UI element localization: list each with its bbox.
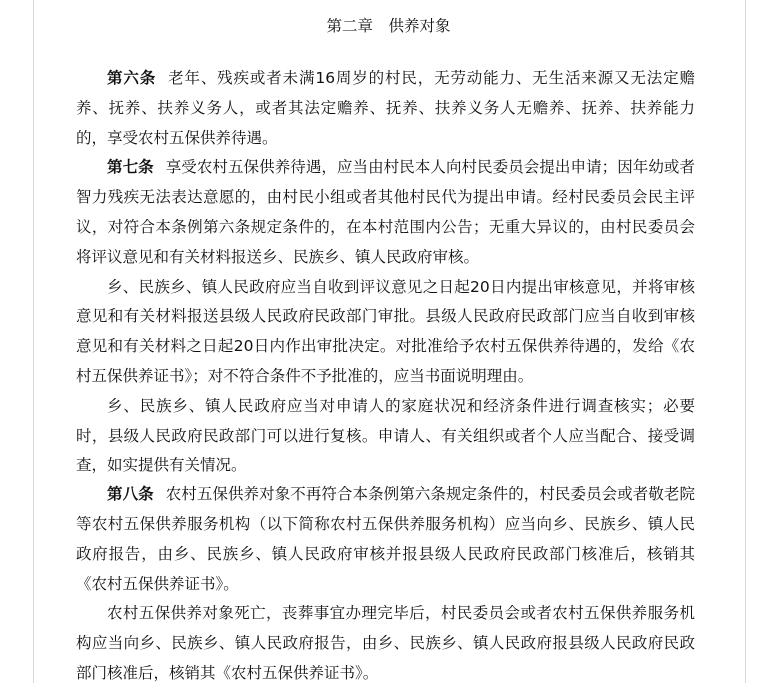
article-7-text: 享受农村五保供养待遇，应当由村民本人向村民委员会提出申请；因年幼或者智力残疾无法表达意愿的，由村民小组或者其他村民代为提出申请。经村民委员会民主评议，对符合本条例第六条规定条件的，在本村范围内公告；无重大异议的，由村民委员会将评议意见和有关材料报送乡、民族乡、镇人民政府审核。 (76, 158, 695, 266)
page-left-edge (33, 0, 34, 683)
document-body (76, 64, 695, 689)
article-7-text-3: 乡、民族乡、镇人民政府应当对申请人的家庭状况和经济条件进行调查核实；必要时，县级人民政府民政部门可以进行复核。申请人、有关组织或者个人应当配合、接受调查，如实提供有关情况。 (76, 396, 695, 475)
article-8-paragraph-2 (76, 599, 695, 688)
article-8-label: 第八条 (107, 485, 154, 504)
article-7-text-2: 乡、民族乡、镇人民政府应当自收到评议意见之日起20日内提出审核意见，并将审核意见和有关材料报送县级人民政府民政部门审批。县级人民政府民政部门应当自收到审核意见和有关材料之日起20日内作出审批决定。对批准给予农村五保供养待遇的，发给《农村五保供养证书》；对不符合条件不予批准的，应当书面说明理由。 (76, 277, 695, 385)
article-7-label: 第七条 (107, 158, 154, 177)
chapter-title: 第二章 供养对象 (326, 17, 451, 35)
article-7-paragraph-2 (76, 273, 695, 392)
article-8-text: 农村五保供养对象不再符合本条例第六条规定条件的，村民委员会或者敬老院等农村五保供养服务机构（以下简称农村五保供养服务机构）应当向乡、民族乡、镇人民政府报告，由乡、民族乡、镇人民政府审核并报县级人民政府民政部门核准后，核销其《农村五保供养证书》。 (76, 485, 695, 593)
page-right-edge (745, 0, 746, 683)
article-8-text-2: 农村五保供养对象死亡，丧葬事宜办理完毕后，村民委员会或者农村五保供养服务机构应当向乡、民族乡、镇人民政府报告，由乡、民族乡、镇人民政府报县级人民政府民政部门核准后，核销其《农村五保供养证书》。 (76, 604, 695, 682)
article-6-paragraph (76, 64, 695, 153)
article-7-paragraph (76, 153, 695, 272)
article-6-text: 老年、残疾或者未满16周岁的村民，无劳动能力、无生活来源又无法定赡养、抚养、扶养义务人，或者其法定赡养、抚养、扶养义务人无赡养、抚养、扶养能力的，享受农村五保供养待遇。 (76, 69, 695, 147)
article-7-paragraph-3 (76, 392, 695, 481)
article-6-label: 第六条 (107, 69, 157, 87)
article-8-paragraph (76, 480, 695, 599)
